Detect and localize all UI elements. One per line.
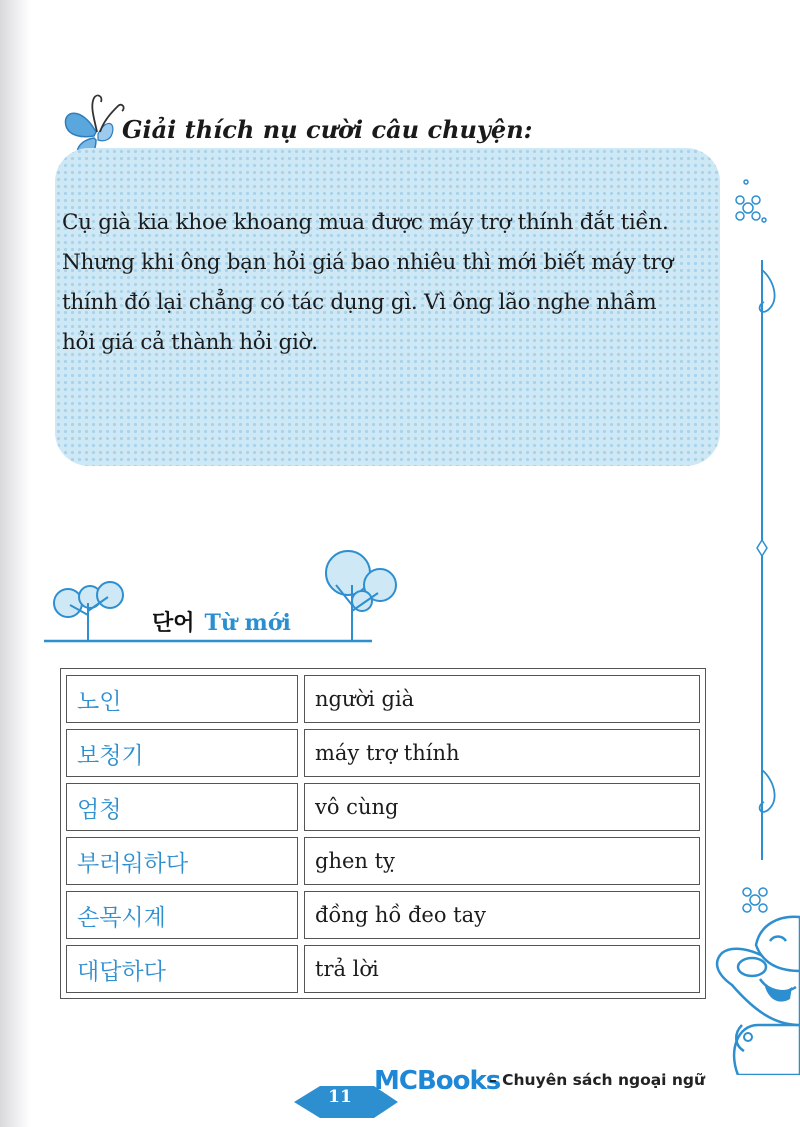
explanation-line: thính đó lại chẳng có tác dụng gì. Vì ông lão nghe nhầm [62, 290, 657, 315]
korean-word: 엄청 [66, 783, 298, 831]
page-edge-shadow [0, 0, 30, 1127]
laughing-man-illustration [698, 875, 800, 1075]
explanation-heading: Giải thích nụ cười câu chuyện: [122, 115, 533, 144]
decorative-border [730, 170, 790, 890]
table-row [66, 729, 700, 777]
explanation-line: Nhưng khi ông bạn hỏi giá bao nhiêu thì mới biết máy trợ [62, 250, 674, 275]
vocab-table [60, 668, 706, 999]
page-number: 11 [328, 1087, 352, 1107]
table-row [66, 783, 700, 831]
korean-word: 부러워하다 [66, 837, 298, 885]
explanation-text [62, 203, 732, 363]
table-row [66, 837, 700, 885]
vocab-title-korean: 단어 [152, 611, 195, 636]
footer-tagline: – Chuyên sách ngoại ngữ [489, 1071, 706, 1089]
korean-word: 손목시계 [66, 891, 298, 939]
vietnamese-meaning: đồng hồ đeo tay [304, 891, 700, 939]
vocab-title [152, 606, 291, 637]
vocab-title-vietnamese: Từ mới [204, 610, 291, 636]
korean-word: 노인 [66, 675, 298, 723]
footer-brand-logo: MCBooks [374, 1066, 501, 1096]
vietnamese-meaning: máy trợ thính [304, 729, 700, 777]
explanation-line: hỏi giá cả thành hỏi giờ. [62, 330, 318, 355]
table-row [66, 891, 700, 939]
korean-word: 보청기 [66, 729, 298, 777]
vietnamese-meaning: người già [304, 675, 700, 723]
vietnamese-meaning: ghen tỵ [304, 837, 700, 885]
vietnamese-meaning: vô cùng [304, 783, 700, 831]
table-row [66, 675, 700, 723]
table-row [66, 945, 700, 993]
vietnamese-meaning: trả lời [304, 945, 700, 993]
explanation-line: Cụ già kia khoe khoang mua được máy trợ thính đắt tiền. [62, 210, 669, 235]
korean-word: 대답하다 [66, 945, 298, 993]
flower-icon [736, 180, 766, 222]
